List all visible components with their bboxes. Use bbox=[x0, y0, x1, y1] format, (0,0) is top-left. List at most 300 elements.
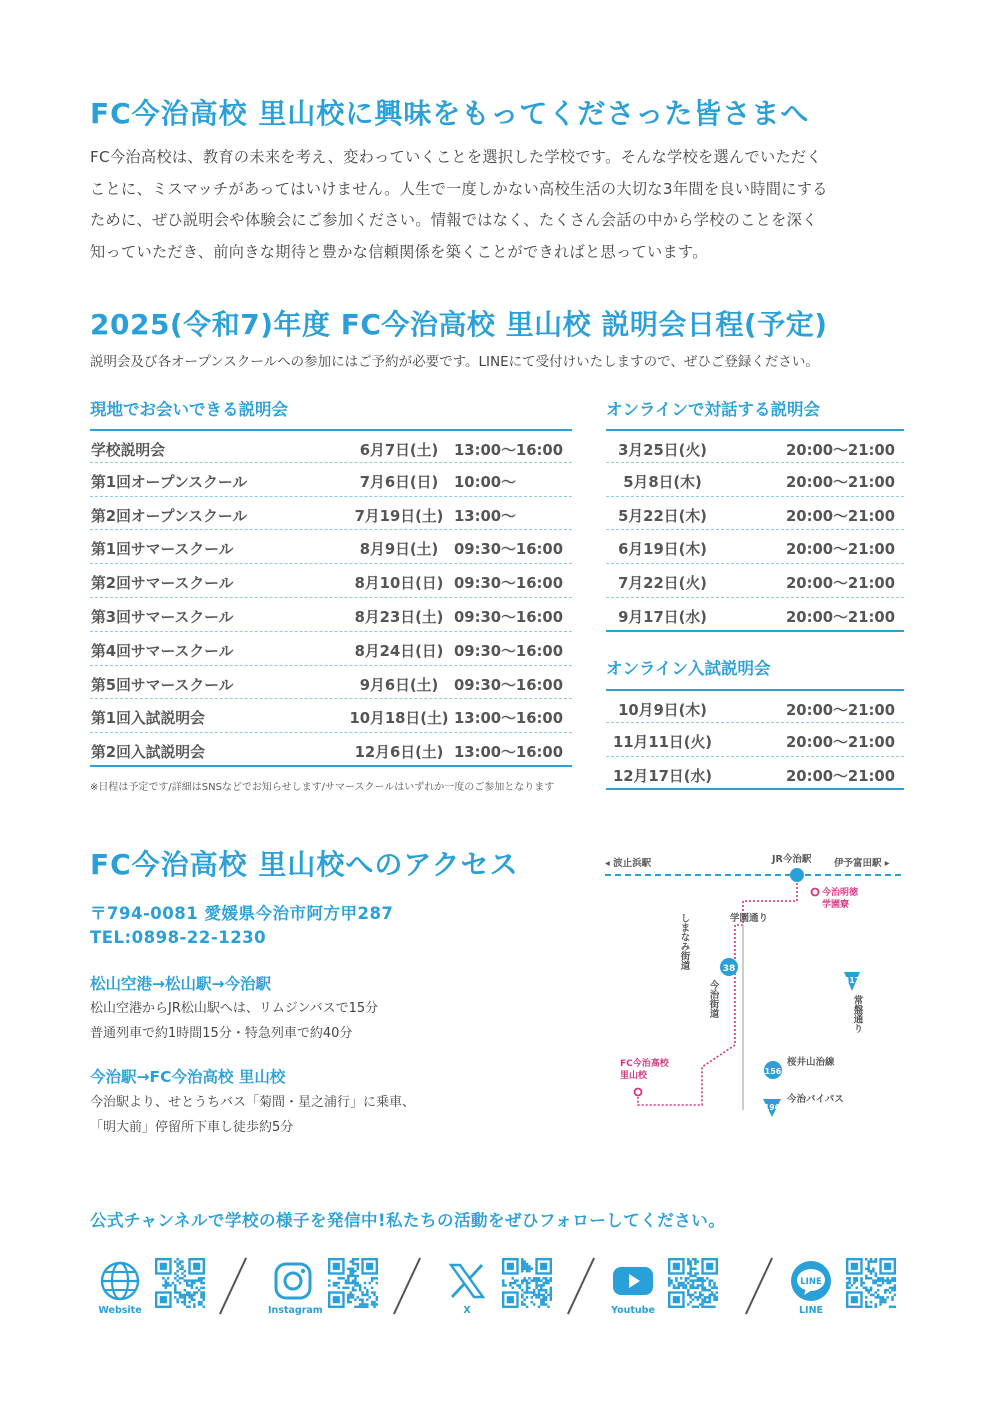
onsite-heading: 現地でお会いできる説明会 bbox=[90, 400, 288, 419]
qr-module bbox=[347, 1294, 349, 1296]
qr-module bbox=[867, 1263, 869, 1265]
qr-finder bbox=[160, 1296, 167, 1303]
qr-module bbox=[526, 1270, 528, 1272]
qr-module bbox=[352, 1270, 354, 1272]
qr-module bbox=[856, 1279, 858, 1281]
event-date: 7月22日(火) bbox=[618, 575, 707, 593]
qr-module bbox=[357, 1268, 359, 1270]
qr-module bbox=[203, 1287, 205, 1289]
qr-module bbox=[545, 1296, 547, 1298]
qr-module bbox=[203, 1294, 205, 1296]
table-row bbox=[90, 666, 572, 700]
qr-module bbox=[521, 1279, 523, 1281]
qr-module bbox=[191, 1298, 193, 1300]
qr-module bbox=[167, 1284, 169, 1286]
exam-table bbox=[606, 689, 904, 790]
qr-module bbox=[542, 1289, 544, 1291]
qr-module bbox=[894, 1289, 896, 1291]
qr-module bbox=[865, 1277, 867, 1279]
event-name: 第4回サマースクール bbox=[91, 642, 234, 660]
qr-module bbox=[359, 1298, 361, 1300]
qr-code[interactable] bbox=[668, 1258, 718, 1308]
qr-module bbox=[347, 1287, 349, 1289]
qr-module bbox=[867, 1291, 869, 1293]
qr-module bbox=[174, 1284, 176, 1286]
qr-module bbox=[687, 1263, 689, 1265]
event-name: 第1回入試説明会 bbox=[91, 710, 205, 728]
access-map bbox=[600, 845, 910, 1130]
qr-module bbox=[708, 1282, 710, 1284]
qr-module bbox=[865, 1306, 867, 1308]
qr-module bbox=[203, 1298, 205, 1300]
qr-module bbox=[699, 1296, 701, 1298]
qr-module bbox=[894, 1306, 896, 1308]
qr-module bbox=[359, 1284, 361, 1286]
table-row bbox=[606, 723, 904, 757]
qr-module bbox=[865, 1303, 867, 1305]
qr-module bbox=[894, 1287, 896, 1289]
qr-module bbox=[349, 1296, 351, 1298]
qr-module bbox=[704, 1287, 706, 1289]
qr-module bbox=[689, 1294, 691, 1296]
qr-module bbox=[891, 1277, 893, 1279]
qr-module bbox=[545, 1282, 547, 1284]
qr-module bbox=[540, 1284, 542, 1286]
table-row bbox=[90, 733, 572, 767]
qr-module bbox=[540, 1289, 542, 1291]
qr-module bbox=[352, 1282, 354, 1284]
qr-module bbox=[846, 1282, 848, 1284]
event-date: 6月7日(土) bbox=[359, 442, 439, 459]
event-date: 11月11日(火) bbox=[612, 733, 713, 751]
qr-module bbox=[376, 1303, 378, 1305]
qr-module bbox=[701, 1277, 703, 1279]
qr-module bbox=[550, 1289, 552, 1291]
onsite-table bbox=[90, 429, 572, 767]
qr-module bbox=[352, 1289, 354, 1291]
qr-module bbox=[354, 1279, 356, 1281]
qr-module bbox=[545, 1279, 547, 1281]
qr-module bbox=[875, 1260, 877, 1262]
qr-module bbox=[889, 1291, 891, 1293]
qr-module bbox=[193, 1306, 195, 1308]
qr-module bbox=[685, 1279, 687, 1281]
qr-module bbox=[687, 1282, 689, 1284]
qr-module bbox=[352, 1279, 354, 1281]
qr-module bbox=[685, 1287, 687, 1289]
table-row bbox=[606, 530, 904, 564]
event-name: 第5回サマースクール bbox=[91, 676, 234, 694]
qr-module bbox=[877, 1279, 879, 1281]
qr-module bbox=[186, 1294, 188, 1296]
social-x[interactable] bbox=[442, 1250, 592, 1330]
qr-module bbox=[882, 1277, 884, 1279]
qr-module bbox=[526, 1265, 528, 1267]
qr-module bbox=[376, 1298, 378, 1300]
qr-module bbox=[694, 1287, 696, 1289]
qr-module bbox=[894, 1284, 896, 1286]
qr-module bbox=[179, 1291, 181, 1293]
qr-module bbox=[877, 1277, 879, 1279]
qr-module bbox=[694, 1272, 696, 1274]
qr-module bbox=[542, 1301, 544, 1303]
event-date: 8月9日(土) bbox=[359, 541, 439, 559]
qr-module bbox=[538, 1289, 540, 1291]
qr-module bbox=[181, 1294, 183, 1296]
qr-finder bbox=[673, 1296, 680, 1303]
qr-code[interactable] bbox=[846, 1258, 896, 1308]
qr-module bbox=[865, 1289, 867, 1291]
qr-module bbox=[512, 1277, 514, 1279]
qr-module bbox=[879, 1277, 881, 1279]
qr-module bbox=[366, 1298, 368, 1300]
online-heading: オンラインで対話する説明会 bbox=[606, 400, 821, 419]
qr-module bbox=[181, 1272, 183, 1274]
qr-module bbox=[188, 1294, 190, 1296]
qr-module bbox=[713, 1282, 715, 1284]
qr-module bbox=[373, 1291, 375, 1293]
qr-module bbox=[176, 1279, 178, 1281]
qr-module bbox=[689, 1275, 691, 1277]
event-date: 10月9日(木) bbox=[618, 702, 707, 719]
qr-module bbox=[181, 1296, 183, 1298]
qr-module bbox=[368, 1296, 370, 1298]
qr-module bbox=[697, 1298, 699, 1300]
qr-module bbox=[526, 1268, 528, 1270]
schedule-note: 説明会及び各オープンスクールへの参加にはご予約が必要です。LINEにて受付けいたしますので、ぜひご登録ください。 bbox=[90, 354, 819, 370]
qr-module bbox=[704, 1306, 706, 1308]
social-youtube[interactable] bbox=[608, 1250, 758, 1330]
qr-module bbox=[884, 1291, 886, 1293]
qr-module bbox=[516, 1284, 518, 1286]
qr-module bbox=[884, 1298, 886, 1300]
qr-module bbox=[357, 1296, 359, 1298]
qr-module bbox=[502, 1279, 504, 1281]
social-line[interactable] bbox=[786, 1250, 936, 1330]
event-time: 13:00〜16:00 bbox=[454, 442, 563, 459]
qr-module bbox=[889, 1287, 891, 1289]
qr-module bbox=[184, 1296, 186, 1298]
qr-module bbox=[191, 1296, 193, 1298]
route2-line: 今治駅より、せとうちバス「菊間・星之浦行」に乗車、 bbox=[90, 1095, 416, 1110]
tokiwa-street: 常盤通り bbox=[851, 995, 863, 1033]
qr-module bbox=[678, 1284, 680, 1286]
qr-module bbox=[181, 1265, 183, 1267]
qr-module bbox=[550, 1298, 552, 1300]
qr-module bbox=[697, 1277, 699, 1279]
qr-module bbox=[352, 1260, 354, 1262]
qr-module bbox=[193, 1279, 195, 1281]
route317-label: 317 bbox=[844, 976, 860, 985]
qr-finder bbox=[851, 1296, 858, 1303]
qr-module bbox=[373, 1306, 375, 1308]
qr-module bbox=[191, 1279, 193, 1281]
qr-module bbox=[538, 1296, 540, 1298]
instagram-label: Instagram bbox=[268, 1305, 323, 1316]
qr-module bbox=[352, 1272, 354, 1274]
qr-module bbox=[692, 1284, 694, 1286]
qr-module bbox=[535, 1294, 537, 1296]
qr-module bbox=[550, 1291, 552, 1293]
qr-module bbox=[687, 1294, 689, 1296]
qr-module bbox=[174, 1296, 176, 1298]
qr-module bbox=[200, 1291, 202, 1293]
qr-module bbox=[349, 1260, 351, 1262]
qr-module bbox=[689, 1272, 691, 1274]
qr-module bbox=[354, 1298, 356, 1300]
qr-module bbox=[184, 1298, 186, 1300]
qr-module bbox=[545, 1291, 547, 1293]
qr-module bbox=[889, 1282, 891, 1284]
qr-module bbox=[865, 1287, 867, 1289]
qr-module bbox=[853, 1282, 855, 1284]
qr-module bbox=[550, 1287, 552, 1289]
qr-module bbox=[875, 1275, 877, 1277]
event-date: 12月17日(水) bbox=[612, 767, 713, 785]
qr-code[interactable] bbox=[328, 1258, 378, 1308]
qr-module bbox=[891, 1287, 893, 1289]
qr-module bbox=[701, 1279, 703, 1281]
route1-line: 普通列車で約1時間15分・特急列車で約40分 bbox=[90, 1026, 353, 1041]
qr-module bbox=[200, 1303, 202, 1305]
qr-module bbox=[547, 1306, 549, 1308]
intro-line: 知っていただき、前向きな期待と豊かな信頼関係を築くことができればと思っています。 bbox=[90, 242, 708, 261]
qr-module bbox=[352, 1268, 354, 1270]
qr-module bbox=[174, 1289, 176, 1291]
qr-module bbox=[359, 1287, 361, 1289]
route1-body bbox=[90, 996, 378, 1046]
qr-module bbox=[713, 1298, 715, 1300]
station-left: ◂ 波止浜駅 bbox=[605, 858, 652, 869]
qr-module bbox=[533, 1289, 535, 1291]
qr-module bbox=[875, 1291, 877, 1293]
qr-module bbox=[366, 1303, 368, 1305]
qr-module bbox=[165, 1284, 167, 1286]
qr-finder bbox=[507, 1296, 514, 1303]
qr-module bbox=[338, 1282, 340, 1284]
qr-module bbox=[882, 1298, 884, 1300]
qr-module bbox=[875, 1279, 877, 1281]
qr-module bbox=[891, 1289, 893, 1291]
qr-module bbox=[535, 1284, 537, 1286]
dorm-label: 学園寮 bbox=[822, 900, 850, 910]
access-title: FC今治高校 里山校へのアクセス bbox=[90, 848, 519, 881]
qr-module bbox=[371, 1287, 373, 1289]
qr-module bbox=[528, 1270, 530, 1272]
qr-module bbox=[711, 1306, 713, 1308]
qr-module bbox=[689, 1260, 691, 1262]
qr-module bbox=[361, 1294, 363, 1296]
qr-module bbox=[342, 1277, 344, 1279]
event-time: 20:00〜21:00 bbox=[786, 608, 895, 626]
qr-module bbox=[167, 1277, 169, 1279]
event-time: 20:00〜21:00 bbox=[786, 575, 895, 593]
qr-module bbox=[879, 1303, 881, 1305]
qr-module bbox=[713, 1294, 715, 1296]
qr-module bbox=[354, 1306, 356, 1308]
qr-module bbox=[699, 1291, 701, 1293]
qr-module bbox=[877, 1294, 879, 1296]
table-row bbox=[606, 757, 904, 791]
qr-module bbox=[179, 1294, 181, 1296]
qr-module bbox=[689, 1270, 691, 1272]
qr-module bbox=[191, 1284, 193, 1286]
qr-module bbox=[528, 1291, 530, 1293]
qr-module bbox=[198, 1289, 200, 1291]
qr-module bbox=[514, 1282, 516, 1284]
qr-module bbox=[181, 1277, 183, 1279]
qr-module bbox=[708, 1306, 710, 1308]
qr-module bbox=[531, 1291, 533, 1293]
qr-module bbox=[364, 1303, 366, 1305]
qr-module bbox=[512, 1282, 514, 1284]
route2-title: 今治駅→FC今治高校 里山校 bbox=[90, 1068, 286, 1086]
qr-module bbox=[716, 1287, 718, 1289]
qr-module bbox=[502, 1282, 504, 1284]
event-name: 第1回オープンスクール bbox=[91, 473, 248, 491]
event-date: 10月18日(土) bbox=[349, 710, 449, 728]
qr-module bbox=[694, 1275, 696, 1277]
qr-module bbox=[354, 1289, 356, 1291]
qr-module bbox=[352, 1287, 354, 1289]
qr-module bbox=[870, 1289, 872, 1291]
qr-module bbox=[886, 1289, 888, 1291]
qr-module bbox=[713, 1287, 715, 1289]
qr-module bbox=[694, 1258, 696, 1260]
qr-module bbox=[687, 1303, 689, 1305]
qr-module bbox=[188, 1291, 190, 1293]
table-row bbox=[90, 632, 572, 666]
qr-module bbox=[894, 1294, 896, 1296]
qr-module bbox=[188, 1284, 190, 1286]
qr-module bbox=[357, 1275, 359, 1277]
qr-module bbox=[509, 1284, 511, 1286]
qr-module bbox=[359, 1289, 361, 1291]
qr-module bbox=[853, 1277, 855, 1279]
qr-module bbox=[870, 1294, 872, 1296]
qr-module bbox=[699, 1303, 701, 1305]
route156-label: 156 bbox=[764, 1067, 782, 1076]
qr-module bbox=[203, 1296, 205, 1298]
qr-module bbox=[179, 1296, 181, 1298]
qr-module bbox=[687, 1291, 689, 1293]
qr-module bbox=[879, 1301, 881, 1303]
qr-module bbox=[349, 1282, 351, 1284]
qr-module bbox=[366, 1291, 368, 1293]
qr-finder bbox=[507, 1263, 514, 1270]
qr-module bbox=[708, 1296, 710, 1298]
qr-module bbox=[865, 1296, 867, 1298]
qr-module bbox=[526, 1284, 528, 1286]
qr-module bbox=[179, 1263, 181, 1265]
bypass: 今治バイパス bbox=[787, 1094, 844, 1105]
qr-module bbox=[179, 1282, 181, 1284]
qr-module bbox=[711, 1279, 713, 1281]
qr-module bbox=[697, 1287, 699, 1289]
qr-module bbox=[376, 1296, 378, 1298]
table-row bbox=[606, 564, 904, 598]
qr-module bbox=[176, 1263, 178, 1265]
social-instagram[interactable] bbox=[268, 1250, 418, 1330]
qr-module bbox=[701, 1287, 703, 1289]
event-date: 5月8日(木) bbox=[623, 473, 702, 491]
qr-module bbox=[184, 1301, 186, 1303]
qr-module bbox=[184, 1275, 186, 1277]
qr-module bbox=[865, 1301, 867, 1303]
qr-module bbox=[540, 1298, 542, 1300]
qr-module bbox=[697, 1296, 699, 1298]
qr-module bbox=[877, 1284, 879, 1286]
dorm-pin bbox=[812, 889, 819, 896]
qr-module bbox=[361, 1303, 363, 1305]
qr-finder bbox=[540, 1263, 547, 1270]
qr-module bbox=[335, 1282, 337, 1284]
qr-module bbox=[338, 1277, 340, 1279]
qr-module bbox=[704, 1301, 706, 1303]
qr-module bbox=[172, 1282, 174, 1284]
qr-module bbox=[174, 1287, 176, 1289]
qr-module bbox=[673, 1284, 675, 1286]
table-row bbox=[90, 699, 572, 733]
qr-module bbox=[165, 1287, 167, 1289]
qr-module bbox=[533, 1277, 535, 1279]
qr-module bbox=[195, 1291, 197, 1293]
qr-module bbox=[535, 1287, 537, 1289]
qr-module bbox=[870, 1301, 872, 1303]
qr-module bbox=[689, 1287, 691, 1289]
qr-module bbox=[894, 1277, 896, 1279]
table-row bbox=[90, 429, 572, 463]
qr-module bbox=[848, 1287, 850, 1289]
qr-module bbox=[361, 1306, 363, 1308]
qr-module bbox=[366, 1294, 368, 1296]
qr-finder bbox=[884, 1263, 891, 1270]
qr-module bbox=[200, 1282, 202, 1284]
qr-code[interactable] bbox=[502, 1258, 552, 1308]
qr-module bbox=[877, 1289, 879, 1291]
qr-module bbox=[531, 1296, 533, 1298]
qr-module bbox=[184, 1279, 186, 1281]
qr-module bbox=[203, 1282, 205, 1284]
qr-module bbox=[886, 1277, 888, 1279]
qr-module bbox=[181, 1268, 183, 1270]
qr-code[interactable] bbox=[155, 1258, 205, 1308]
qr-module bbox=[195, 1279, 197, 1281]
qr-module bbox=[533, 1294, 535, 1296]
qr-module bbox=[526, 1291, 528, 1293]
event-date: 7月19日(土) bbox=[354, 507, 444, 525]
qr-module bbox=[668, 1284, 670, 1286]
schedule-title: 2025(令和7)年度 FC今治高校 里山校 説明会日程(予定) bbox=[90, 308, 828, 341]
qr-module bbox=[521, 1260, 523, 1262]
qr-module bbox=[547, 1294, 549, 1296]
qr-module bbox=[886, 1282, 888, 1284]
qr-module bbox=[528, 1287, 530, 1289]
qr-module bbox=[347, 1298, 349, 1300]
qr-module bbox=[176, 1291, 178, 1293]
qr-module bbox=[514, 1279, 516, 1281]
qr-module bbox=[701, 1282, 703, 1284]
social-website[interactable] bbox=[95, 1250, 245, 1330]
qr-module bbox=[176, 1275, 178, 1277]
qr-module bbox=[870, 1306, 872, 1308]
qr-module bbox=[689, 1296, 691, 1298]
qr-module bbox=[699, 1279, 701, 1281]
event-date: 8月23日(土) bbox=[354, 608, 444, 626]
qr-module bbox=[875, 1258, 877, 1260]
qr-module bbox=[200, 1301, 202, 1303]
qr-module bbox=[361, 1298, 363, 1300]
